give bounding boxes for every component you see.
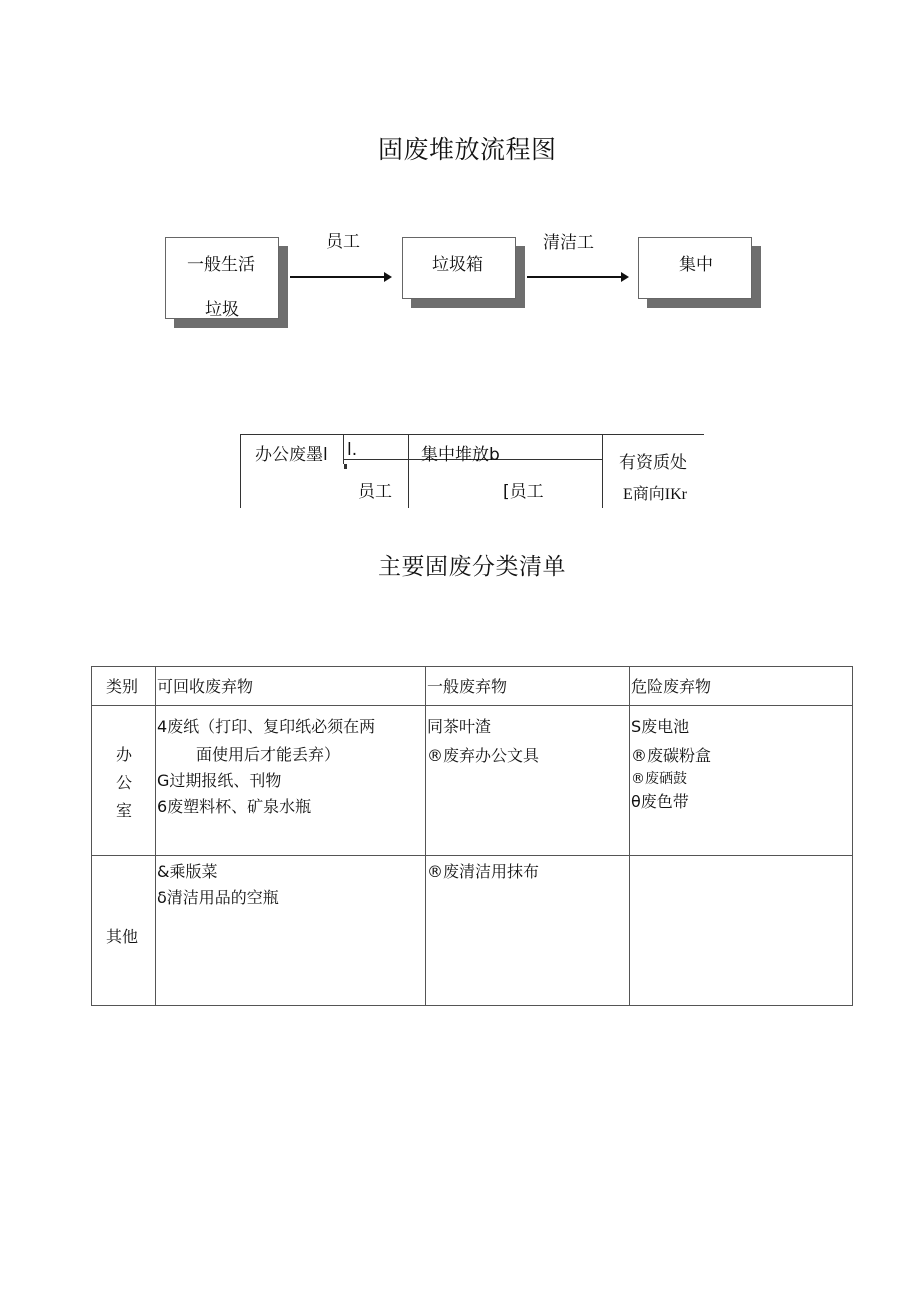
table-row [92, 706, 853, 856]
sub-table-staff-2: [员工 [503, 482, 544, 502]
sub-table-collect: 集中堆放b [421, 445, 500, 465]
flow-box-collection [638, 237, 752, 299]
flow-box-general-garbage [165, 237, 279, 319]
header-hazardous: 危险废弃物 [630, 667, 853, 706]
arrow1-label: 员工 [326, 232, 360, 252]
waste-classification-table [91, 666, 853, 1006]
sub-table-qualified: 有资质处 [619, 453, 687, 473]
arrow1-icon [288, 270, 394, 284]
row-other-general: ®废清洁用抹布 [426, 856, 630, 1006]
sub-table-mark [344, 464, 347, 469]
header-category: 类别 [92, 667, 156, 706]
sub-table-divider-3 [602, 434, 603, 508]
flow-box-garbage-bin-label: 垃圾箱 [432, 255, 483, 275]
sub-table-office-waste: 办公废墨l [255, 445, 328, 465]
row-office-recyclable: 4废纸（打印、复印纸必须在两 面使用后才能丢弃） G过期报纸、刊物 6废塑料杯、矿泉水瓶 [156, 706, 426, 856]
row-other-hazardous [630, 856, 853, 1006]
row-other-recyclable: &乘版菜 δ清洁用品的空瓶 [156, 856, 426, 1006]
table-row [92, 856, 853, 1006]
sub-table-company: E商向IKr [623, 486, 687, 503]
arrow2-icon [525, 270, 631, 284]
arrow2-label: 清洁工 [543, 233, 594, 253]
sub-table-left-border [240, 434, 241, 508]
sub-table-top-border [240, 434, 704, 435]
header-general: 一般废弃物 [426, 667, 630, 706]
row-office-hazardous: S废电池 ®废碳粉盒 ®废硒鼓 θ废色带 [630, 706, 853, 856]
sub-table-mark-text: l. [347, 440, 358, 460]
table-header-row [92, 667, 853, 706]
sub-table-divider-2 [408, 434, 409, 508]
flow-box-general-garbage-line1: 一般生活 [187, 255, 255, 275]
row-other-category: 其他 [92, 856, 156, 1006]
flow-box-collection-label: 集中 [679, 255, 713, 275]
flow-box-garbage-bin [402, 237, 516, 299]
flow-box-general-garbage-line2: 垃圾 [205, 300, 239, 320]
list-title: 主要固废分类清单 [378, 554, 566, 580]
page-title: 固废堆放流程图 [378, 135, 557, 164]
row-office-general: 同茶叶渣 ®废弃办公文具 [426, 706, 630, 856]
row-office-category: 办 公 室 [92, 706, 156, 856]
header-recyclable: 可回收废弃物 [156, 667, 426, 706]
sub-table-staff-1: 员工 [358, 482, 392, 502]
